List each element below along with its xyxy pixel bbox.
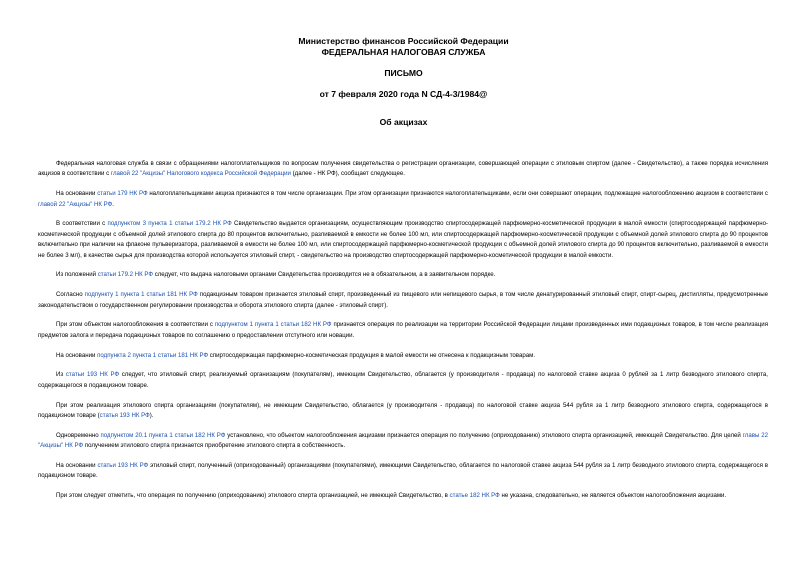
law-reference-link[interactable]: статье 182 НК РФ [449, 492, 500, 500]
law-reference-link[interactable]: статьи 179 НК РФ [97, 190, 148, 198]
paragraph-text: Одновременно [56, 431, 101, 439]
paragraph-text: ). [149, 412, 154, 420]
paragraph [38, 491, 768, 501]
paragraph-text: Из положений [56, 271, 98, 279]
paragraph-text: следует, что выдача налоговыми органами Свидетельства производится не в обязательном, а в заявительном порядке. [153, 271, 496, 279]
paragraph-text: Федеральная налоговая служба в связи с обращениями налогоплательщиков по вопросам получения свидетельства о регистрации организации, совершающей операции с этиловым спиртом (далее - Свидетельство), а также порядка исчисления акцизов в соответствии с [38, 160, 768, 178]
paragraph-text: Свидетельство выдается организациям, осуществляющим производство спиртосодержащей парфюмерно-косметической продукции в малой емкости (спиртосодержащей парфюмерно-косметической продукции с объемной долей этилового спирта до 80 процентов включительно, разливаемой в емкости не более 100 мл, или спиртосодержащей парфюмерно-косметической продукции с объемной долей этилового спирта до 90 процентов включительно при наличии на флаконе пульверизатора, разливаемой в емкости не более 100 мл, или спиртосодержащей парфюмерно-косметической продукции с объемной долей этилового спирта до 90 процентов включительно, разливаемой в емкости не более 3 мл), в качестве сырья для производства которой используется этиловый спирт, - свидетельство на производство спиртосодержащей парфюмерно-косметической продукции в малой емкости. [38, 220, 769, 259]
paragraph-text: На основании [56, 462, 98, 470]
paragraph [38, 370, 768, 391]
paragraph-text: На основании [56, 190, 98, 198]
law-reference-link[interactable]: статьи 193 НК РФ [65, 371, 120, 379]
paragraph-text: установлено, что объектом налогообложения акцизами признается операция по получению (оприходованию) этилового спирта организацией, имеющей Свидетельство. Для целей [225, 431, 743, 439]
paragraph [38, 189, 768, 210]
paragraph [38, 290, 768, 311]
law-reference-link[interactable]: подпунктом 20.1 пункта 1 статьи 182 НК РФ [100, 431, 226, 439]
paragraph-text: признается операция по реализации на территории Российской Федерации лицами произведенных ими подакцизных товаров, в том числе реализация предметов залога и передача подакцизных товаров по соглашению о предоставлении отступного или новации. [38, 321, 768, 339]
paragraph-text: При этом реализация этилового спирта организациям (покупателям), не имеющим Свидетельство, облагается (у производителя - продавца) по налоговой ставке акциза 544 рубля за 1 литр безводного этилового спирта, содержащегося в подакцизном товаре ( [38, 401, 768, 420]
paragraph-text: следует, что этиловый спирт, реализуемый организациям (покупателям), имеющим Свидетельство, облагается (у производителя - продавца) по налоговой ставке акциза 0 рублей за 1 литр безводного этилового спирта, содержащегося в подакцизном товаре. [38, 371, 768, 389]
paragraph [38, 351, 768, 361]
paragraph [38, 461, 768, 482]
law-reference-link[interactable]: подпункту 1 пункта 1 статьи 181 НК РФ [84, 291, 198, 299]
paragraph-text: подакцизным товаром признается этиловый спирт, произведенный из пищевого или непищевого сырья, в том числе денатурированный этиловый спирт, спирт-сырец, дистилляты, предусмотренные законодательством о государственном регулировании производства и оборота этилового спирта (далее - этиловый спирт). [38, 291, 768, 309]
paragraph-text: При этом следует отметить, что операция по получению (оприходованию) этилового спирта организацией, не имеющей Свидетельство, в [56, 492, 450, 500]
paragraph-text: . [112, 200, 114, 208]
law-reference-link[interactable]: статья 193 НК РФ [99, 412, 150, 420]
law-reference-link[interactable]: подпунктом 1 пункта 1 статьи 182 НК РФ [214, 321, 332, 329]
doc-reference: от 7 февраля 2020 года N СД-4-3/1984@ [319, 89, 488, 99]
ministry-heading: Министерство финансов Российской Федерации [298, 36, 509, 46]
paragraph [38, 401, 768, 422]
paragraph-text: этиловый спирт, полученный (оприходованный) организациями (покупателями), имеющими Свидетельство, облагается по налоговой ставке акциза 544 рубля за 1 литр безводного этилового спирта, содержащегося в подакцизном товаре. [38, 462, 768, 480]
paragraph-text: При этом объектом налогообложения в соответствии с [56, 321, 215, 329]
law-reference-link[interactable]: статьи 179.2 НК РФ [97, 271, 154, 279]
doc-type-heading: ПИСЬМО [384, 68, 423, 78]
law-reference-link[interactable]: подпункта 2 пункта 1 статьи 181 НК РФ [97, 351, 209, 359]
paragraph-text: налогоплательщиками акциза признаются в том числе организации. При этом организации признаются налогоплательщиками, если они совершают операции, подлежащие налогообложению акцизом в соответствии с [147, 190, 768, 198]
paragraph-text: получением этилового спирта признается приобретение этилового спирта в собственность. [83, 442, 346, 450]
paragraph [38, 270, 768, 280]
doc-subject: Об акцизах [379, 117, 428, 127]
law-reference-link[interactable]: подпунктом 3 пункта 1 статьи 179.2 НК РФ [107, 220, 232, 228]
paragraph [38, 219, 768, 261]
paragraph-text: не указана, следовательно, не является объектом налогообложения акцизами. [499, 492, 727, 500]
paragraph [38, 159, 768, 180]
paragraph-text: В соответствии с [56, 220, 108, 228]
paragraph-text: На основании [56, 351, 98, 359]
letter-body [38, 159, 768, 511]
law-reference-link[interactable]: главы 22 "Акцизы" НК РФ [38, 431, 768, 450]
law-reference-link[interactable]: главой 22 "Акцизы" Налогового кодекса Российской Федерации [110, 170, 291, 178]
paragraph-text: спиртосодержащая парфюмерно-косметическая продукция в малой емкости не отнесена к подакцизным товарам. [208, 351, 536, 359]
service-heading: ФЕДЕРАЛЬНАЯ НАЛОГОВАЯ СЛУЖБА [321, 47, 486, 57]
paragraph-text: (далее - НК РФ), сообщает следующее. [290, 170, 405, 178]
paragraph-text: Из [56, 371, 66, 379]
law-reference-link[interactable]: главой 22 "Акцизы" НК РФ [38, 200, 113, 208]
paragraph-text: Согласно [56, 291, 85, 299]
law-reference-link[interactable]: статьи 193 НК РФ [97, 462, 149, 470]
paragraph [38, 320, 768, 341]
paragraph [38, 431, 768, 452]
